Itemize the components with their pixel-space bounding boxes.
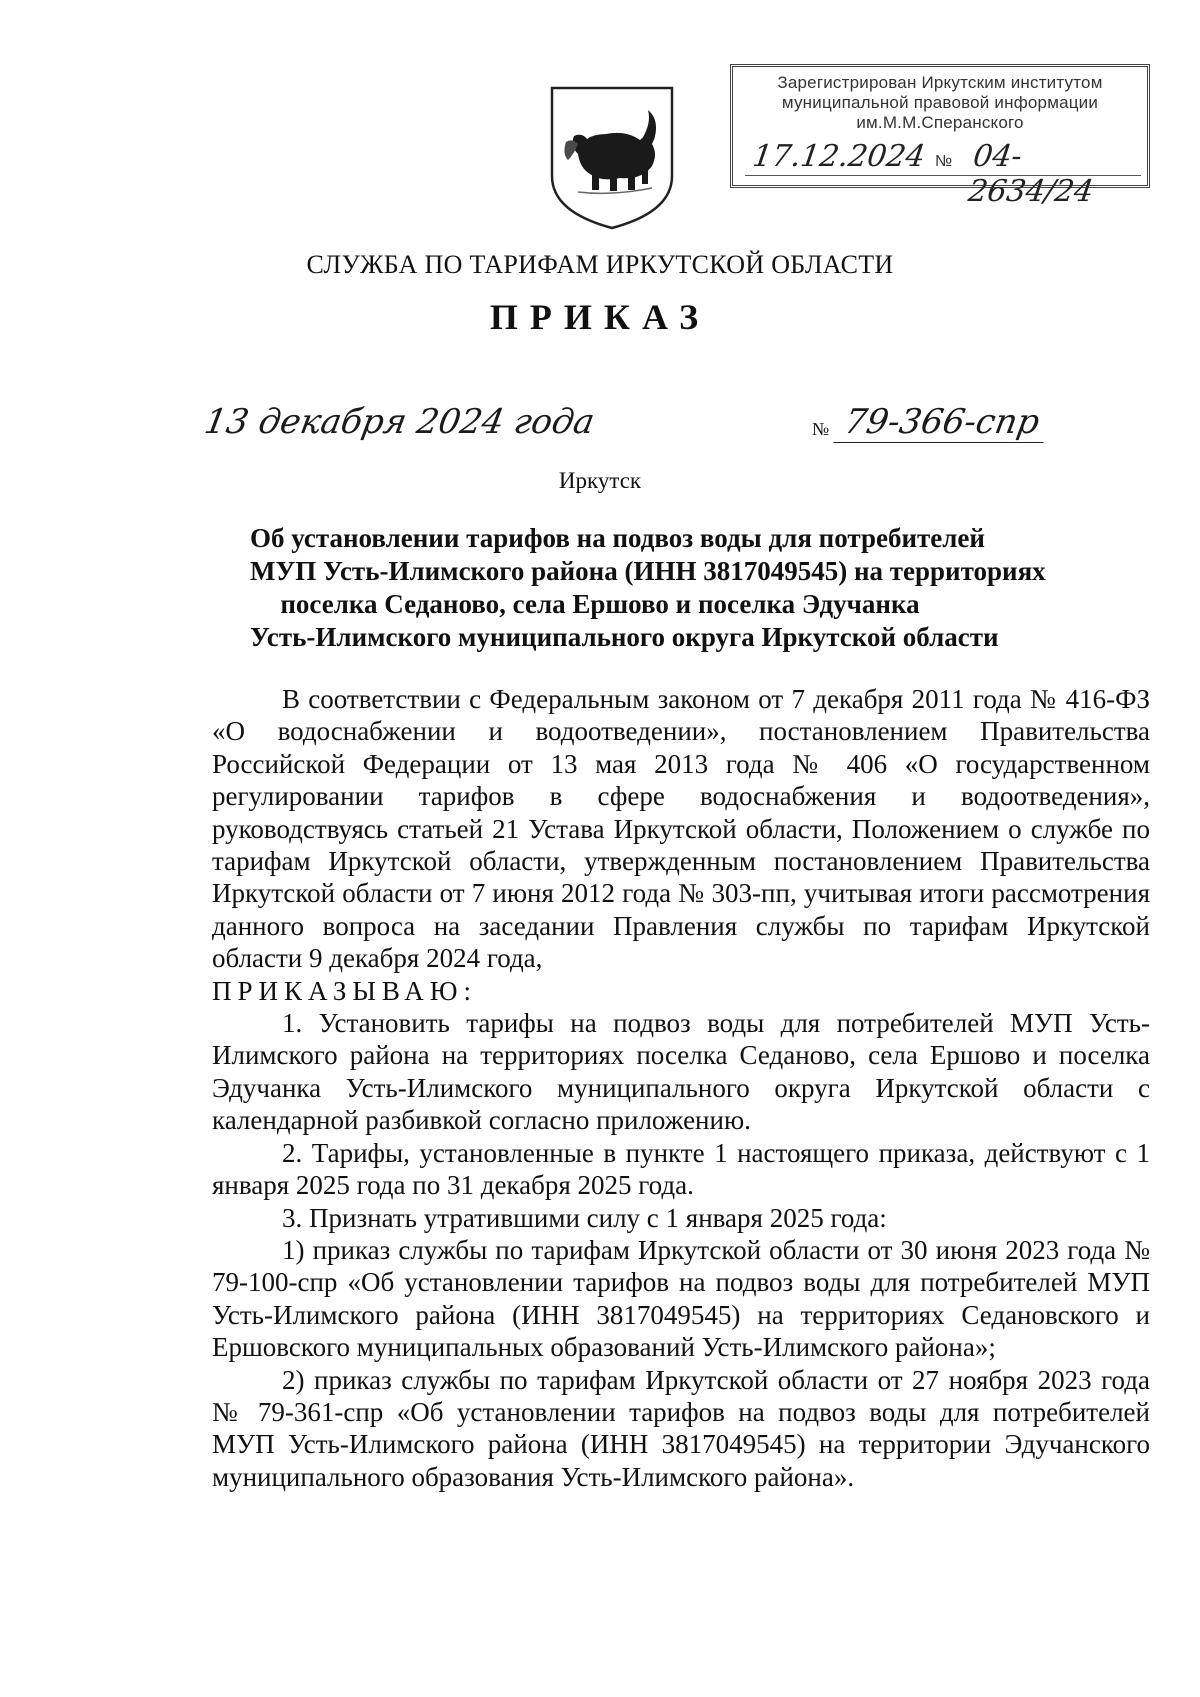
order-subitem: 1) приказ службы по тарифам Иркутской области от 30 июня 2023 года № 79-100-спр «Об установлении тарифов на подвоз воды для потребителей МУП Усть-Илимского района (ИНН 3817049545) на территориях Седановского и Ершовского муниципальных образований Усть-Илимского района»; xyxy=(212,1234,1150,1363)
order-subitem: 2) приказ службы по тарифам Иркутской области от 27 ноября 2023 года № 79-361-спр «Об установлении тарифов на подвоз воды для потребителей МУП Усть-Илимского района (ИНН 3817049545) на территории Эдучанского муниципального образования Усть-Илимского района». xyxy=(212,1364,1150,1492)
stamp-number-label: № xyxy=(935,153,953,170)
stamp-line-1: Зарегистрирован Иркутским институтом xyxy=(777,73,1103,92)
stamp-line-2: муниципальной правовой информации xyxy=(781,93,1099,112)
document-date: 13 декабря 2024 года xyxy=(201,402,598,442)
document-number xyxy=(812,402,1047,443)
order-item: 3. Признать утратившими силу с 1 января 2025 года: xyxy=(282,1202,887,1233)
document-number-value: 79-366-спр xyxy=(834,402,1051,443)
document-body xyxy=(212,683,1150,1493)
document-title xyxy=(250,522,1046,654)
organization-name: СЛУЖБА ПО ТАРИФАМ ИРКУТСКОЙ ОБЛАСТИ xyxy=(306,250,894,279)
document-number-label: № xyxy=(812,418,830,439)
command-word: ПРИКАЗЫВАЮ: xyxy=(212,975,477,1006)
stamp-registration-number: 04-2634/24 xyxy=(966,139,1096,209)
stamp-registration-row xyxy=(745,137,1141,209)
order-item: 2. Тарифы, установленные в пункте 1 настоящего приказа, действуют с 1 января 2025 года по 31 декабря 2025 года. xyxy=(212,1137,1150,1201)
order-item: 1. Установить тарифы на подвоз воды для потребителей МУП Усть-Илимского района на территориях поселка Седаново, села Ершово и поселка Эдучанка Усть-Илимского муниципального округа Иркутской области с календарной разбивкой согласно приложению. xyxy=(212,1008,1150,1136)
stamp-registration-date: 17.12.2024 xyxy=(750,139,928,174)
registration-stamp xyxy=(730,64,1150,209)
stamp-line-3: им.М.М.Сперанского xyxy=(856,113,1024,132)
stamp-underline xyxy=(745,175,1141,176)
preamble-paragraph: В соответствии с Федеральным законом от 7 декабря 2011 года № 416-ФЗ «О водоснабжении и водоотведении», постановлением Правительства Российской Федерации от 13 мая 2013 года № 406 «О государственном регулировании тарифов в сфере водоснабжения и водоотведения», руководствуясь статьей 21 Устава Иркутской области, Положением о службе по тарифам Иркутской области, утвержденным постановлением Правительства Иркутской области от 7 июня 2012 года № 303-пп, учитывая итоги рассмотрения данного вопроса на заседании Правления службы по тарифам Иркутской области 9 декабря 2024 года, xyxy=(212,684,1150,974)
title-line: поселка Седаново, села Ершово и поселка Эдучанка xyxy=(280,589,920,619)
city: Иркутск xyxy=(558,468,642,493)
coat-of-arms-icon xyxy=(548,84,676,232)
document-type: ПРИКАЗ xyxy=(489,297,711,337)
title-line: МУП Усть-Илимского района (ИНН 3817049545) на территориях xyxy=(250,556,1046,586)
title-line: Усть-Илимского муниципального округа Иркутской области xyxy=(250,622,999,652)
title-line: Об установлении тарифов на подвоз воды для потребителей xyxy=(250,523,985,553)
